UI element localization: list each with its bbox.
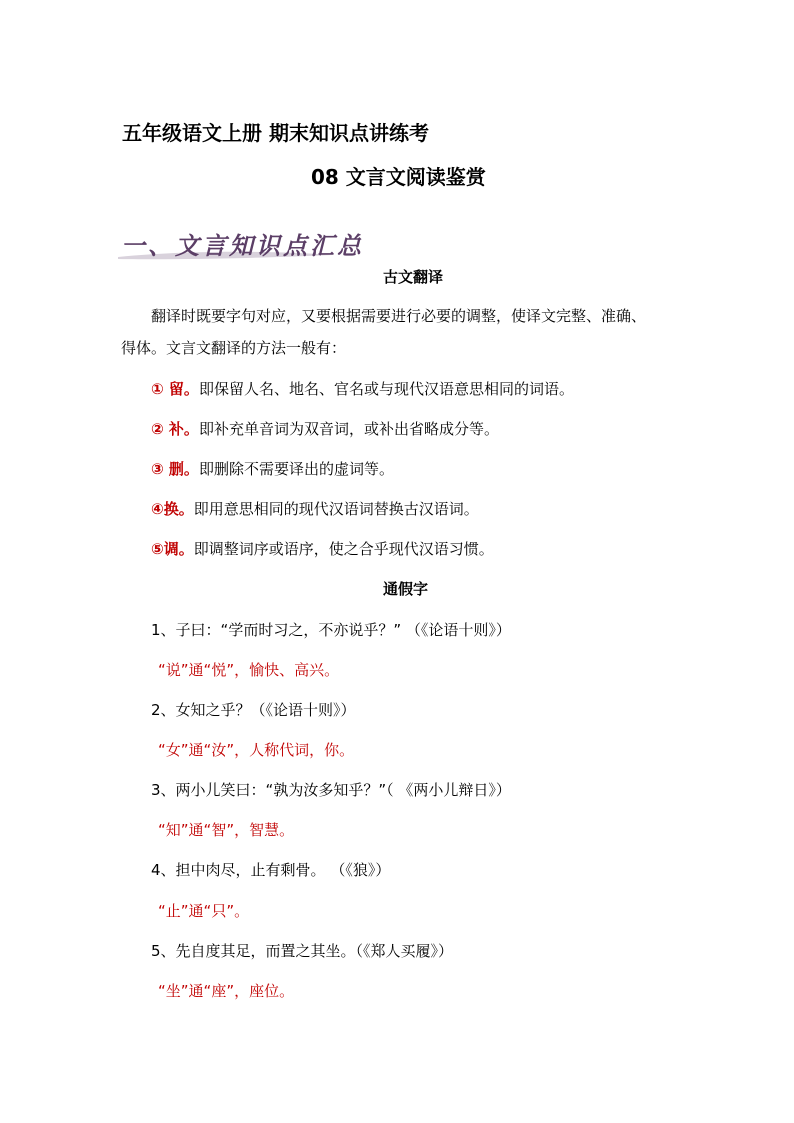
method-marker: ④换。 <box>151 500 194 518</box>
method-text: 即保留人名、地名、官名或与现代汉语意思相同的词语。 <box>198 380 574 398</box>
method-item <box>151 378 574 399</box>
tongjia-sentence: 3、两小儿笑曰：“孰为汝多知乎？”（ 《两小儿辩日》） <box>151 781 511 799</box>
tongjia-explain: “坐”通“座”，座位。 <box>158 982 295 1000</box>
tongjia-sentence: 5、先自度其足，而置之其坐。（《郑人买履》） <box>151 942 454 960</box>
method-marker: ② 补。 <box>151 420 199 438</box>
translation-heading: 古文翻译 <box>383 268 444 286</box>
method-item <box>151 458 394 479</box>
method-item <box>151 538 494 559</box>
document-title: 五年级语文上册 期末知识点讲练考 <box>122 121 429 145</box>
method-text: 即用意思相同的现代汉语词替换古汉语词。 <box>193 500 479 518</box>
method-text: 即补充单音词为双音词，或补出省略成分等。 <box>198 420 499 438</box>
tongjia-heading: 通假字 <box>383 580 429 598</box>
tongjia-sentence: 2、女知之乎？（《论语十则》） <box>151 701 356 719</box>
tongjia-explain: “止”通“只”。 <box>158 902 250 920</box>
translation-intro-line1: 翻译时既要字句对应，又要根据需要进行必要的调整，使译文完整、准确、 <box>151 307 647 325</box>
method-text: 即调整词序或语序，使之合乎现代汉语习惯。 <box>193 540 494 558</box>
tongjia-explain: “说”通“悦”，愉快、高兴。 <box>158 661 340 679</box>
method-marker: ③ 删。 <box>151 460 199 478</box>
tongjia-sentence: 1、子曰：“学而时习之，不亦说乎？” （《论语十则》） <box>151 621 511 639</box>
tongjia-explain: “女”通“汝”，人称代词，你。 <box>158 741 355 759</box>
tongjia-explain: “知”通“智”，智慧。 <box>158 821 295 839</box>
method-marker: ① 留。 <box>151 380 199 398</box>
method-item <box>151 498 479 519</box>
translation-intro-line2: 得体。文言文翻译的方法一般有： <box>121 339 347 357</box>
method-text: 即删除不需要译出的虚词等。 <box>198 460 394 478</box>
document-subtitle: 08 文言文阅读鉴赏 <box>311 165 486 189</box>
section-heading: 一、文言知识点汇总 <box>121 231 364 260</box>
method-item <box>151 418 499 439</box>
method-marker: ⑤调。 <box>151 540 194 558</box>
tongjia-sentence: 4、担中肉尽，止有剩骨。 （《狼》） <box>151 861 391 879</box>
